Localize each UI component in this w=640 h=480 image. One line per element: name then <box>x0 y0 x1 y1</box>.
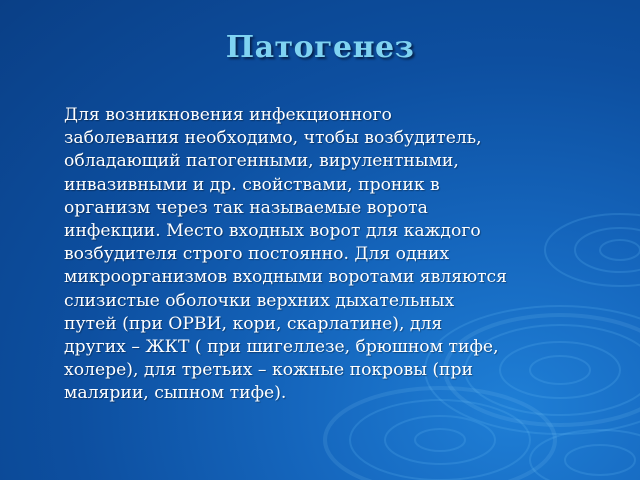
slide-body-text: Для возникновения инфекционного заболевания необходимо, чтобы возбудитель, обладающий патогенными, вирулентными, инвазивными и др. свойствами, проник в организм через так называемые ворота инфекции. Место входных ворот для каждого возбудителя строго постоянно. Для одних микроорганизмов входными воротами являются слизистые оболочки верхних дыхательных путей (при ОРВИ, кори, скарлатине), для других – ЖКТ ( при шигеллезе, брюшном тифе, холере), для третьих – кожные покровы (при малярии, сыпном тифе). <box>64 105 508 404</box>
slide-title: Патогенез <box>225 30 415 65</box>
